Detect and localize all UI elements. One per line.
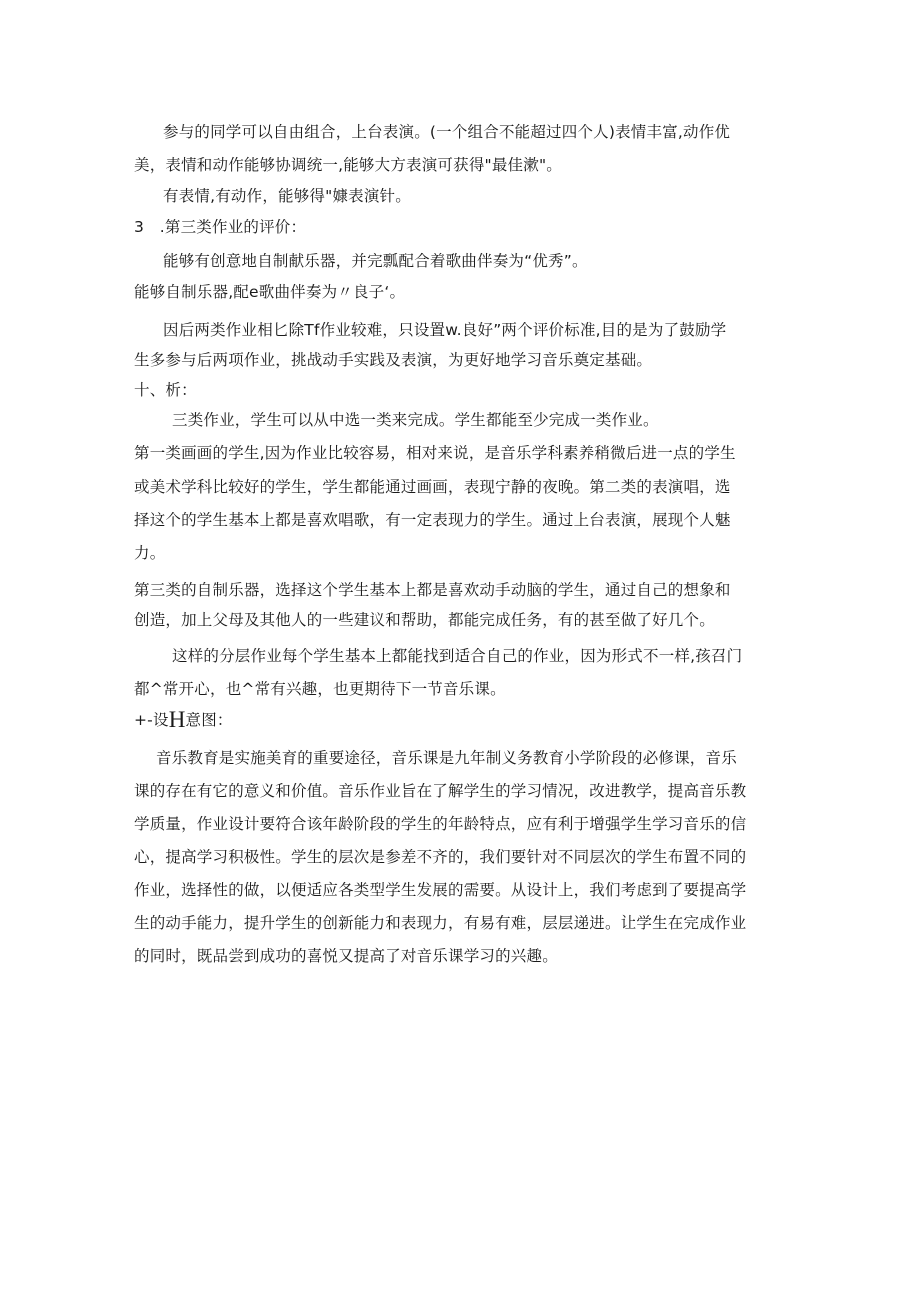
- paragraph-line: 生多参与后两项作业，挑战动手实践及表演，为更好地学习音乐奠定基础。: [134, 351, 653, 369]
- paragraph-line: 参与的同学可以自由组合，上台表演。(一个组合不能超过四个人)表情丰富,动作优: [163, 123, 731, 141]
- paragraph-line: 力。: [134, 544, 166, 562]
- section-heading: 3 .第三类作业的评价：: [134, 218, 307, 236]
- paragraph-line: 因后两类作业相匕除Tf作业较难，只设置w.良好”两个评价标准,目的是为了鼓励学: [163, 321, 727, 339]
- paragraph-line: 美，表情和动作能够协调统一,能够大方表演可获得"最佳漱"。: [134, 156, 562, 174]
- paragraph-line: 课的存在有它的意义和价值。音乐作业旨在了解学生的学习情况，改进教学，提高音乐教: [134, 782, 747, 800]
- paragraph-line: 择这个的学生基本上都是喜欢唱歌，有一定表现力的学生。通过上台表演，展现个人魅: [134, 511, 731, 529]
- paragraph-line: 的同时，既品尝到成功的喜悦又提高了对音乐课学习的兴趣。: [134, 947, 558, 965]
- paragraph-line: 或美术学科比较好的学生，学生都能通过画画，表现宁静的夜晚。第二类的表演唱，选: [134, 478, 731, 496]
- paragraph-line: 这样的分层作业每个学生基本上都能找到适合自己的作业，因为形式不一样,孩召门: [172, 647, 743, 665]
- section-heading: [134, 707, 233, 732]
- paragraph-line: 有表情,有动作，能够得"嫝表演针。: [163, 187, 411, 205]
- paragraph-line: 生的动手能力，提升学生的创新能力和表现力，有易有难，层层递进。让学生在完成作业: [134, 914, 747, 932]
- heading-prefix: +-设: [134, 711, 169, 729]
- section-heading: 十、析：: [134, 381, 197, 399]
- paragraph-line: 心，提高学习积极性。学生的层次是参差不齐的，我们要针对不同层次的学生布置不同的: [134, 848, 747, 866]
- paragraph-line: 音乐教育是实施美育的重要途径，音乐课是九年制义务教育小学阶段的必修课，音乐: [156, 749, 737, 767]
- paragraph-line: 学质量，作业设计要符合该年龄阶段的学生的年龄特点，应有利于增强学生学习音乐的信: [134, 815, 747, 833]
- paragraph-line: 能够有创意地自制献乐器，并完瓢配合着歌曲伴奏为“优秀”。: [163, 252, 588, 270]
- paragraph-line: 都^常开心，也^常有兴趣，也更期待下一节音乐课。: [134, 680, 506, 698]
- paragraph-line: 第一类画画的学生,因为作业比较容易，相对来说，是音乐学科素养稍微后进一点的学生: [134, 444, 736, 462]
- paragraph-line: 第三类的自制乐器，选择这个学生基本上都是喜欢动手动脑的学生，通过自己的想象和: [134, 581, 731, 599]
- paragraph-line: 作业，选择性的做，以便适应各类型学生发展的需要。从设计上，我们考虑到了要提高学: [134, 881, 747, 899]
- heading-suffix: 意图：: [185, 711, 233, 729]
- paragraph-line: 创造，加上父母及其他人的一些建议和帮助，都能完成任务，有的甚至做了好几个。: [134, 611, 715, 629]
- heading-big-letter: H: [168, 707, 186, 732]
- paragraph-line: 能够自制乐器,配e歌曲伴奏为〃良子‘。: [134, 283, 406, 301]
- paragraph-line: 三类作业，学生可以从中选一类来完成。学生都能至少完成一类作业。: [172, 411, 659, 429]
